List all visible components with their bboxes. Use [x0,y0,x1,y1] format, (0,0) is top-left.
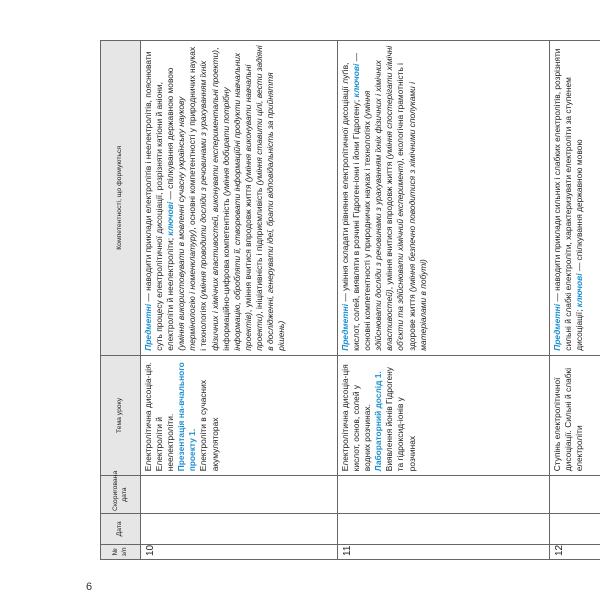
competences-cell [141,41,338,356]
key-text: , ініціативність і підприємливість [253,185,264,314]
topic-highlight: Лабораторний дослід 1. [373,371,384,472]
topic-text: Ступінь електролітичної дисоціації. Сильні й слабкі електроліти [552,367,585,472]
topic-cell [338,355,550,476]
table-header-row [101,41,141,560]
subject-text: — наводити приклади електролітів і неелектролітів, пояснювати суть процесу електролітичної дисоціації, розрізняти катіони й аніони, електроліти й неелектроліти; [143,51,176,351]
key-text: , екологічна грамотність і здорове життя [395,62,417,351]
adjusted-date-cell [338,476,550,514]
rotated-page [100,40,595,560]
subject-label: Предметні [340,303,350,351]
header-adjusted-date: Скоригована дата [101,476,141,514]
key-label: ключові [574,273,585,308]
header-topic: Тема уроку [101,355,141,476]
topic-cell [141,355,338,476]
adjusted-date-cell [550,476,600,514]
topic-text: Електролітична дисоціа-ція. Електроліти й неелектроліти. [143,362,176,472]
subject-label: Предметні [143,303,153,351]
key-label: ключові [165,201,176,236]
date-cell [141,514,338,545]
row-number: 11 [338,544,550,559]
row-number: 10 [141,544,338,559]
lesson-plan-table [100,40,600,560]
key-italic: (уміння виконувати навчальні проекти) [242,64,264,351]
key-label: ключові [351,63,362,98]
key-text: — спілкування державною мовою [574,139,585,274]
competences-cell [338,41,550,356]
subject-text: — наводити приклади сильних і слабких електролітів, розрізняти сильні й слабкі електроліти, характеризувати електроліти за ступенем дисоціації; [552,48,585,351]
topic-text: Виявлення йонів Гідрогену та гідроксид-іонів у розчинах [384,367,417,472]
key-italic: (уміння проводити досліди з речовинами з урахуванням їхніх фізичних і хімічних властивостей, виконувати експериментальні проекти) [198,49,220,351]
header-competences: Компетентності, що формуються [101,41,141,356]
topic-text: Електроліти в сучасних акумуляторах [198,379,220,472]
key-italic: (уміння добирати потрібну інформацію, обробляти її, створювати інформаційні продукти навчальних проектів) [220,52,253,351]
key-text: , основні компетентності у природничих науках і технологіях [187,46,209,351]
table-row [141,41,338,560]
date-cell [550,514,600,545]
key-text: — спілкування державною мовою [165,67,176,202]
topic-text: Електролітична дисоціа-ція кислот, основ, солей у водних розчинах. [340,364,373,472]
topic-highlight: Презентація на-вчального проекту 1. [176,362,198,472]
key-text: , інформаційно-цифрова компетентність [209,47,231,351]
topic-cell [550,355,600,476]
page-number: 6 [86,581,93,593]
row-number: 12 [550,544,600,559]
key-italic: (уміння використовувати в мовленні сучасну українську наукову термінологію і номенклатуру) [176,96,198,351]
key-italic: (уміння спостерігати хімічні об'єкти та здійснювати хімічний експеримент) [384,45,406,351]
key-italic: (уміння здійснювати досліди з речовинами з урахуванням їхніх фізичних і хімічних властивостей) [362,60,395,351]
key-text: — основні компетентності у природничих науках і технологіях [351,53,373,351]
competences-cell [550,41,600,356]
subject-text: — уміння складати рівняння електролітичної дисоціації луґів, кислот, солей, виявляти в розчині Гідроген-іони і йони Гідрогену; [340,62,362,351]
date-cell [338,514,550,545]
table-row [550,41,600,560]
key-italic: (уміння безпечно поводитися з хімічними сполуками і матеріалами в побуті) [406,82,428,351]
key-italic: (уміння ставити цілі, вести задіяні в дослідженні, генерувати ідеї, брати відповідальність за прийняття рішень) [253,45,287,351]
header-num: № з/п [101,544,141,559]
table-row [338,41,550,560]
key-text: , уміння вчитися впродовж життя [242,182,253,313]
header-date: Дата [101,514,141,545]
adjusted-date-cell [141,476,338,514]
subject-label: Предметні [552,303,562,351]
key-text: , уміння вчитися впродовж життя [384,159,395,290]
